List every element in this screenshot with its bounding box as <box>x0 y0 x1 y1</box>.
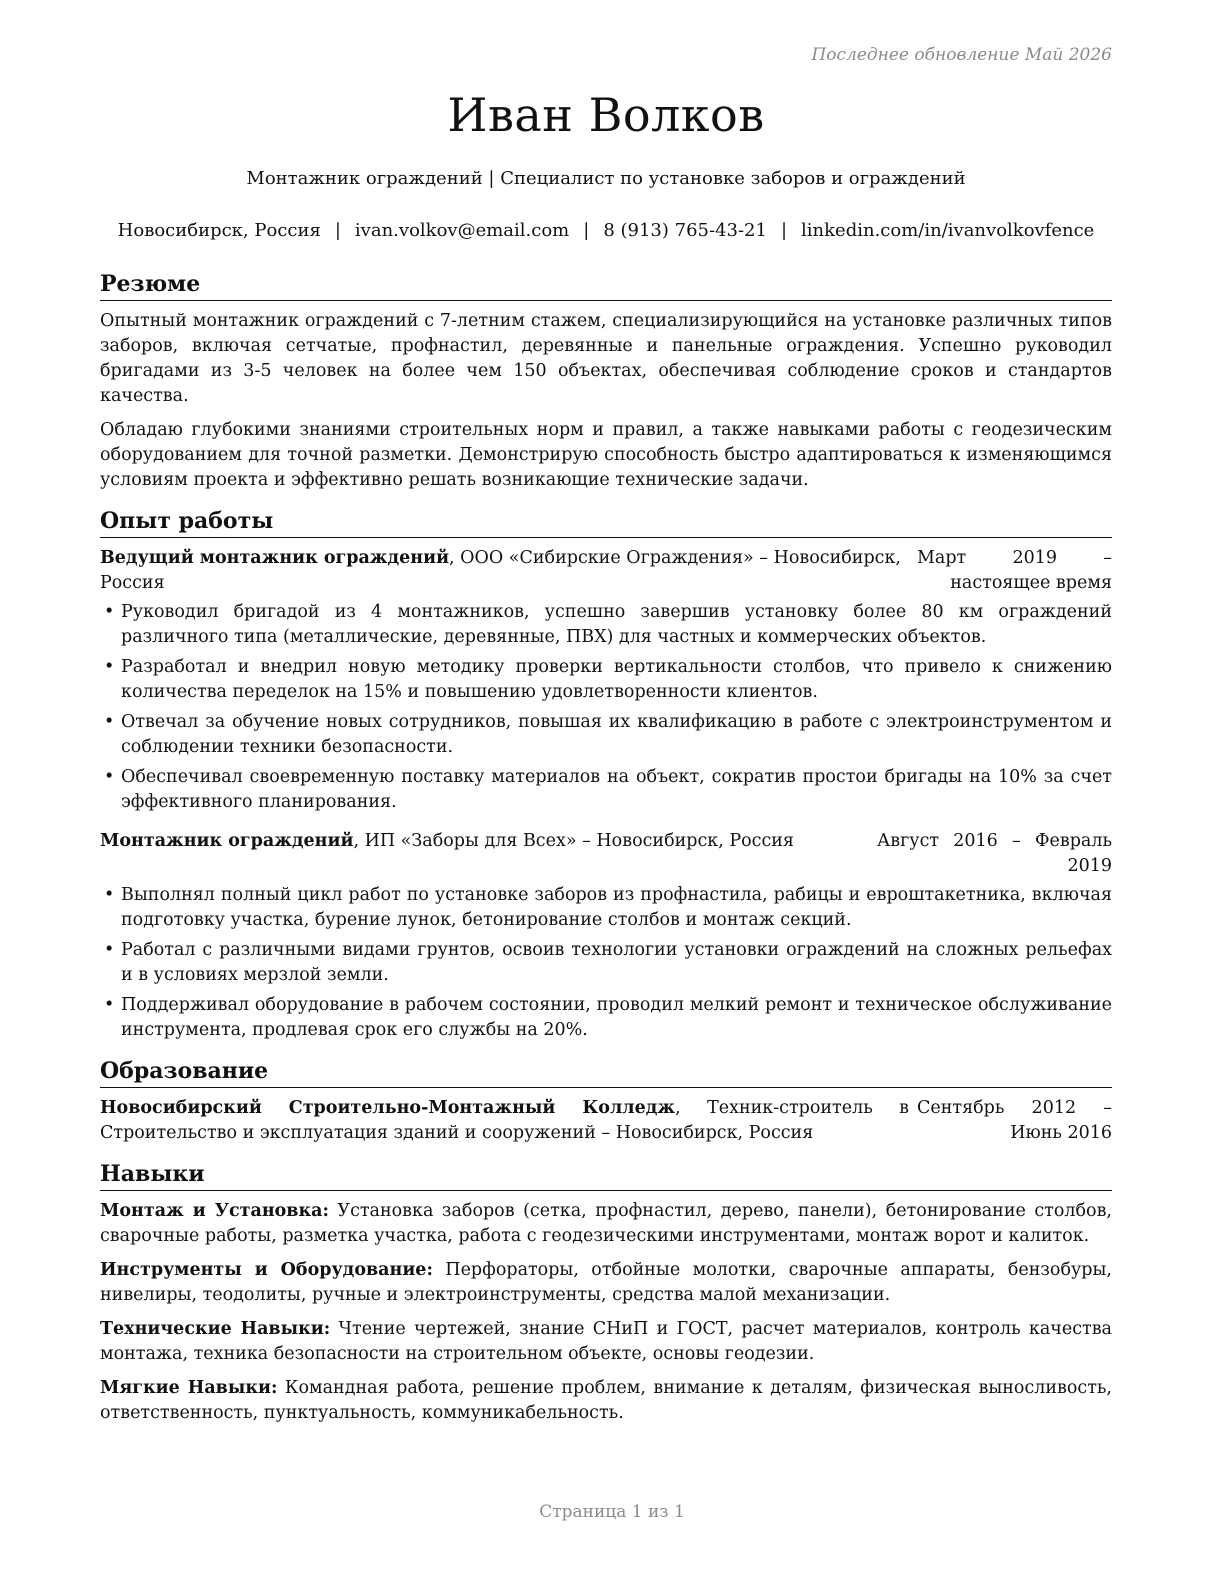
job-details: , ИП «Заборы для Всех» – Новосибирск, Россия <box>353 831 794 851</box>
summary-paragraph: Обладаю глубокими знаниями строительных норм и правил, а также навыками работы с геодезическим оборудованием для точной разметки. Демонстрирую способность быстро адаптироваться к изменяющимся условиям проекта и эффективно решать возникающие технические задачи. <box>100 420 1112 490</box>
candidate-name: Иван Волков <box>447 88 765 142</box>
job-header <box>100 546 1112 596</box>
education-line <box>100 1096 909 1146</box>
job-role: Ведущий монтажник ограждений <box>100 548 450 568</box>
education-entry <box>100 1096 1112 1146</box>
list-item: • Руководил бригадой из 4 монтажников, успешно завершив установку более 80 км ограждений различного типа (металлические, деревянные, ПВХ) для частных и коммерческих объектов. <box>100 600 1112 650</box>
list-item: • Выполнял полный цикл работ по установке заборов из профнастила, рабицы и евроштакетника, включая подготовку участка, бурение лунок, бетонирование столбов и монтаж секций. <box>100 883 1112 933</box>
contact-separator: | <box>583 220 590 241</box>
section-title-skills: Навыки <box>100 1160 1112 1191</box>
education-section <box>100 1057 1112 1146</box>
job-details: , ООО «Сибирские Ограждения» – Новосибирск, Россия <box>100 548 901 593</box>
contact-separator: | <box>780 220 788 241</box>
contact-location: Новосибирск, Россия <box>117 220 321 241</box>
list-item: • Отвечал за обучение новых сотрудников, повышая их квалификацию в работе с электроинструментом и соблюдении техники безопасности. <box>100 710 1112 760</box>
skill-label: Технические Навыки: <box>100 1319 331 1339</box>
skills-section <box>100 1160 1112 1426</box>
contact-separator: | <box>334 220 341 241</box>
skill-row <box>100 1317 1112 1367</box>
contact-line <box>100 220 1112 241</box>
job-title-line <box>100 546 909 596</box>
education-school: Новосибирский Строительно-Монтажный Колледж <box>100 1098 676 1118</box>
skill-row <box>100 1376 1112 1426</box>
job-dates: Март 2019 – настоящее время <box>917 548 1112 593</box>
resume-content <box>100 270 1112 1440</box>
job-header <box>100 829 1112 879</box>
experience-section <box>100 507 1112 1043</box>
skill-label: Монтаж и Установка: <box>100 1201 329 1221</box>
education-dates: Сентябрь 2012 – Июнь 2016 <box>917 1098 1112 1143</box>
section-title-experience: Опыт работы <box>100 507 1112 538</box>
page-number: Страница 1 из 1 <box>539 1502 685 1522</box>
contact-linkedin[interactable]: linkedin.com/in/ivanvolkovfence <box>801 220 1095 241</box>
list-item: • Обеспечивал своевременную поставку материалов на объект, сократив простои бригады на 10% за счет эффективного планирования. <box>100 765 1112 815</box>
list-item: • Поддерживал оборудование в рабочем состоянии, проводил мелкий ремонт и техническое обслуживание инструмента, продлевая срок его службы на 20%. <box>100 993 1112 1043</box>
job-role: Монтажник ограждений <box>100 831 354 851</box>
last-updated: Последнее обновление Май 2026 <box>811 45 1112 65</box>
education-details: , Техник-строитель в Строительство и эксплуатация зданий и сооружений – Новосибирск, Россия <box>100 1098 909 1143</box>
job-title-line <box>100 829 869 879</box>
job-bullets <box>100 600 1112 815</box>
job-dates: Август 2016 – Февраль 2019 <box>877 831 1112 876</box>
job-entry <box>100 546 1112 815</box>
summary-section <box>100 270 1112 493</box>
section-title-education: Образование <box>100 1057 1112 1088</box>
skill-label: Мягкие Навыки: <box>100 1378 278 1398</box>
skill-text: Чтение чертежей, знание СНиП и ГОСТ, расчет материалов, контроль качества монтажа, техника безопасности на строительном объекте, основы геодезии. <box>100 1319 1112 1364</box>
summary-paragraph: Опытный монтажник ограждений с 7-летним стажем, специализирующийся на установке различных типов заборов, включая сетчатые, профнастил, деревянные и панельные ограждения. Успешно руководил бригадами из 3-5 человек на более чем 150 объектах, обеспечивая соблюдение сроков и стандартов качества. <box>100 311 1112 406</box>
contact-phone[interactable]: 8 (913) 765-43-21 <box>603 220 767 241</box>
section-title-summary: Резюме <box>100 270 1112 301</box>
skill-label: Инструменты и Оборудование: <box>100 1260 433 1280</box>
job-bullets <box>100 883 1112 1043</box>
job-entry <box>100 829 1112 1043</box>
list-item: • Работал с различными видами грунтов, освоив технологии установки ограждений на сложных рельефах и в условиях мерзлой земли. <box>100 938 1112 988</box>
headline: Монтажник ограждений | Специалист по установке заборов и ограждений <box>246 168 966 189</box>
contact-email[interactable]: ivan.volkov@email.com <box>354 220 570 241</box>
skill-text: Перфораторы, отбойные молотки, сварочные аппараты, бензобуры, нивелиры, теодолиты, ручные и электроинструменты, средства малой механизации. <box>100 1260 1112 1305</box>
skill-row <box>100 1258 1112 1308</box>
skill-text: Установка заборов (сетка, профнастил, дерево, панели), бетонирование столбов, сварочные работы, разметка участка, работа с геодезическими инструментами, монтаж ворот и калиток. <box>100 1201 1112 1246</box>
skill-text: Командная работа, решение проблем, внимание к деталям, физическая выносливость, ответственность, пунктуальность, коммуникабельность. <box>100 1378 1112 1423</box>
skill-row <box>100 1199 1112 1249</box>
list-item: • Разработал и внедрил новую методику проверки вертикальности столбов, что привело к снижению количества переделок на 15% и повышению удовлетворенности клиентов. <box>100 655 1112 705</box>
